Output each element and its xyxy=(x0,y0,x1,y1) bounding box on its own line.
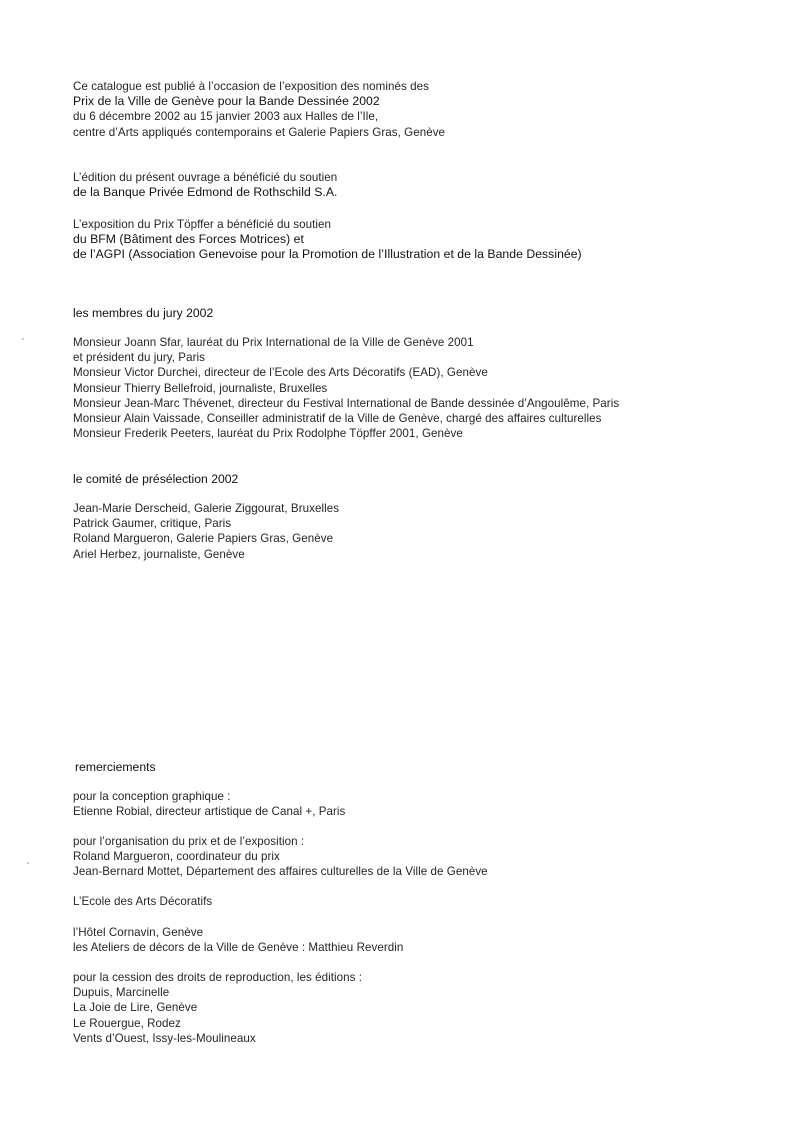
remerciements-section xyxy=(75,760,775,775)
intro-line: du 6 décembre 2002 au 15 janvier 2003 aux Halles de l’Ile, xyxy=(73,110,379,124)
remerciements-hotel xyxy=(73,925,773,955)
sponsor-line: de l’AGPI (Association Genevoise pour la Promotion de l’Illustration et de la Bande Dessinée) xyxy=(73,247,582,262)
remerciements-ecole xyxy=(73,894,773,909)
thanks-line: les Ateliers de décors de la Ville de Genève : Matthieu Reverdin xyxy=(73,941,404,955)
thanks-line: Jean-Bernard Mottet, Département des affaires culturelles de la Ville de Genève xyxy=(73,865,488,879)
jury-member-line: Monsieur Alain Vaissade, Conseiller administratif de la Ville de Genève, chargé des affaires culturelles xyxy=(73,412,602,426)
prize-title-line: Prix de la Ville de Genève pour la Bande Dessinée 2002 xyxy=(73,94,380,109)
jury-section xyxy=(73,306,773,441)
jury-heading: les membres du jury 2002 xyxy=(73,306,214,320)
intro-line: centre d’Arts appliqués contemporains et Galerie Papiers Gras, Genève xyxy=(73,125,446,139)
thanks-line: La Joie de Lire, Genève xyxy=(73,1001,198,1015)
comite-heading: le comité de présélection 2002 xyxy=(73,472,239,486)
thanks-line: Dupuis, Marcinelle xyxy=(73,986,170,1000)
comite-member-line: Patrick Gaumer, critique, Paris xyxy=(73,517,232,531)
thanks-line: Vents d’Ouest, Issy-les-Moulineaux xyxy=(73,1031,256,1045)
comite-member-line: Roland Margueron, Galerie Papiers Gras, Genève xyxy=(73,532,334,546)
thanks-line: L’Ecole des Arts Décoratifs xyxy=(73,895,213,908)
thanks-line: pour l’organisation du prix et de l’exposition : xyxy=(73,835,305,848)
sponsor-line: du BFM (Bâtiment des Forces Motrices) et xyxy=(73,232,304,247)
scan-speck xyxy=(27,862,29,864)
thanks-line: Le Rouergue, Rodez xyxy=(73,1016,181,1030)
thanks-line: pour la cession des droits de reproduction, les éditions : xyxy=(73,971,363,984)
exposition-support-section xyxy=(73,217,773,263)
jury-member-line: Monsieur Jean-Marc Thévenet, directeur du Festival International de Bande dessinée d’Angoulême, Paris xyxy=(73,396,620,410)
remerciements-graphique xyxy=(73,789,773,819)
remerciements-cession xyxy=(73,970,773,1046)
thanks-line: l’Hôtel Cornavin, Genève xyxy=(73,926,204,939)
jury-member-line: Monsieur Joann Sfar, lauréat du Prix International de la Ville de Genève 2001 xyxy=(73,336,474,349)
intro-line: Ce catalogue est publié à l’occasion de l’exposition des nominés des xyxy=(73,80,429,93)
scan-speck xyxy=(22,338,24,340)
intro-section xyxy=(73,79,773,140)
thanks-line: Roland Margueron, coordinateur du prix xyxy=(73,850,280,864)
comite-member-line: Jean-Marie Derscheid, Galerie Ziggourat, Bruxelles xyxy=(73,502,340,515)
jury-member-line: Monsieur Frederik Peeters, lauréat du Prix Rodolphe Töpffer 2001, Genève xyxy=(73,427,463,441)
jury-member-line: Monsieur Victor Durchei, directeur de l’Ecole des Arts Décoratifs (EAD), Genève xyxy=(73,366,488,380)
jury-member-line: Monsieur Thierry Bellefroid, journaliste, Bruxelles xyxy=(73,381,328,395)
edition-line: L’édition du présent ouvrage a bénéficié du soutien xyxy=(73,171,338,184)
comite-member-line: Ariel Herbez, journaliste, Genève xyxy=(73,547,245,561)
jury-member-line: et président du jury, Paris xyxy=(73,351,205,365)
comite-section xyxy=(73,472,773,562)
sponsor-line: de la Banque Privée Edmond de Rothschild S.A. xyxy=(73,185,338,200)
exposition-line: L’exposition du Prix Töpffer a bénéficié du soutien xyxy=(73,218,331,231)
thanks-line: pour la conception graphique : xyxy=(73,790,231,803)
remerciements-heading: remerciements xyxy=(75,760,156,774)
edition-support-section xyxy=(73,170,773,200)
thanks-line: Etienne Robial, directeur artistique de Canal +, Paris xyxy=(73,805,346,819)
remerciements-organisation xyxy=(73,834,773,880)
